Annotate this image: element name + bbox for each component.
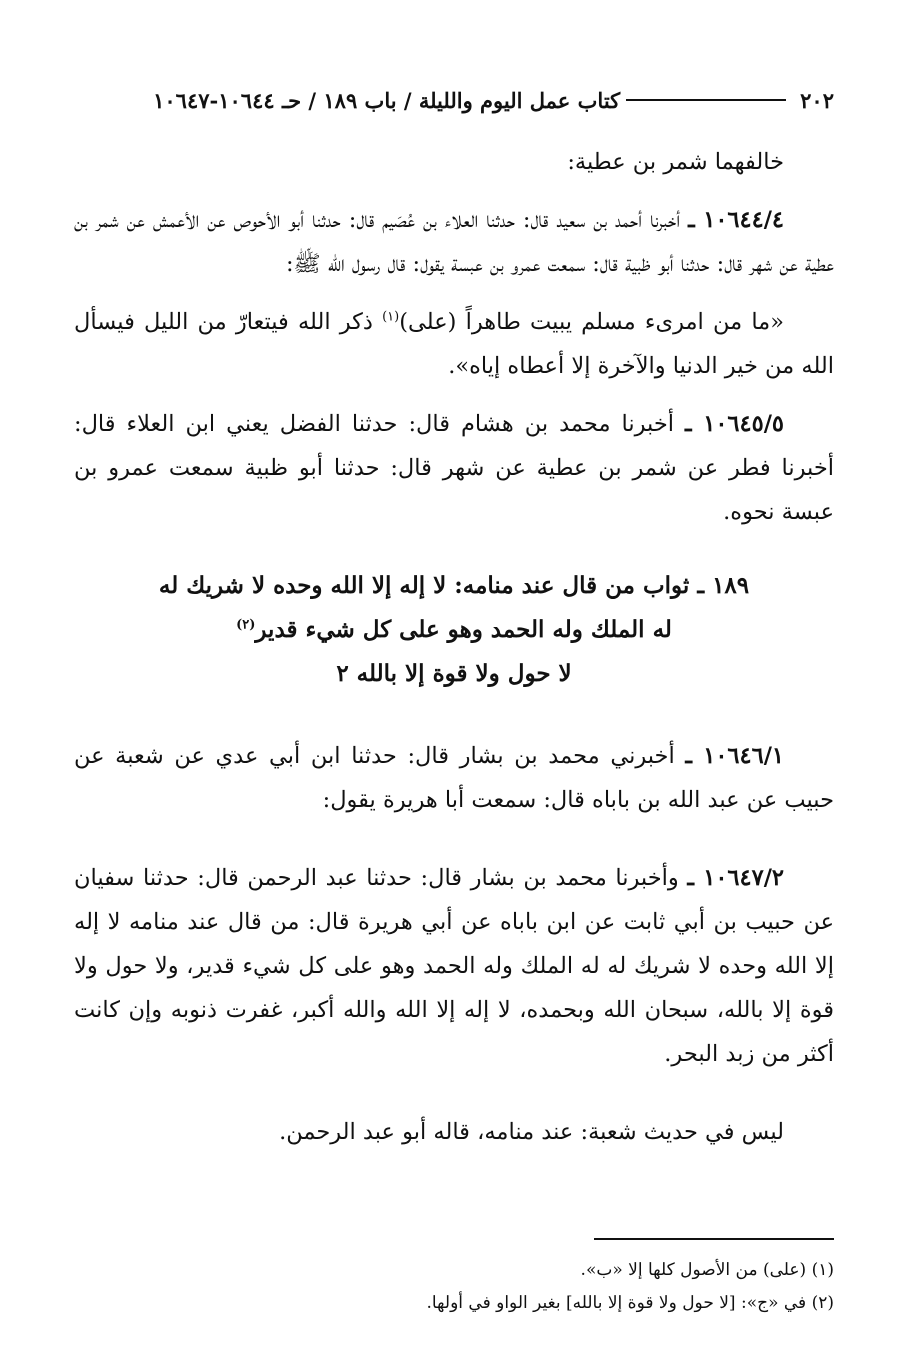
- chapter-heading: [74, 564, 834, 696]
- header-title: كتاب عمل اليوم والليلة / باب ١٨٩ / حـ ١٠٦٤٤-١٠٦٤٧: [153, 87, 621, 113]
- chapter-line-2: [74, 608, 834, 652]
- hadith-10644: [74, 198, 834, 286]
- intro-line: خالفهما شمر بن عطية:: [567, 149, 784, 175]
- footnote-ref-2: (٢): [236, 617, 256, 633]
- chapter-line-2-text: له الملك وله الحمد وهو على كل شيء قدير: [255, 616, 672, 643]
- page-number: ٢٠٢: [800, 87, 834, 113]
- hadith-10646: [74, 734, 834, 822]
- hadith-10644-number: ١٠٦٤٤/٤ ـ: [688, 207, 784, 233]
- hadith-10645-text: أخبرنا محمد بن هشام قال: حدثنا الفضل يعني ابن العلاء قال: أخبرنا فطر عن شمر بن عطية عن شهر قال: حدثنا أبو ظبية سمعت عمرو بن عبسة نحوه.: [74, 411, 834, 525]
- footnote-1: (١) (على) من الأصول كلها إلا «ب».: [580, 1260, 834, 1280]
- hadith-10644-matn-b: ذكر الله فيتعارّ من الليل فيسأل الله من خير الدنيا والآخرة إلا أعطاه إياه».: [74, 309, 834, 379]
- hadith-10646-text: أخبرني محمد بن بشار قال: حدثنا ابن أبي عدي عن شعبة عن حبيب عن عبد الله بن باباه قال: سمعت أبا هريرة يقول:: [74, 743, 834, 813]
- hadith-10647-text: وأخبرنا محمد بن بشار قال: حدثنا عبد الرحمن قال: حدثنا سفيان عن حبيب بن أبي ثابت عن ابن باباه عن أبي هريرة قال: من قال عند منامه لا إله إلا الله وحده لا شريك له له الملك وله الحمد وهو على كل شيء قدير، ولا حول ولا قوة إلا بالله، سبحان الله وبحمده، لا إله إلا الله والله أكبر، غفرت ذنوبه وإن كانت أكثر من زبد البحر.: [74, 865, 834, 1067]
- hadith-10645-number: ١٠٦٤٥/٥ ـ: [684, 411, 784, 437]
- running-header: [66, 82, 834, 118]
- footnotes: [74, 1238, 834, 1320]
- chapter-line-1: ١٨٩ ـ ثواب من قال عند منامه: لا إله إلا الله وحده لا شريك له: [158, 572, 750, 599]
- footnote-2: (٢) في «ج»: [لا حول ولا قوة إلا بالله] بغير الواو في أولها.: [426, 1293, 834, 1313]
- hadith-10644-matn-a: «ما من امرىء مسلم يبيت طاهراً (على): [399, 309, 784, 335]
- chapter-line-3: لا حول ولا قوة إلا بالله ٢: [336, 660, 572, 687]
- closing-remark: ليس في حديث شعبة: عند منامه، قاله أبو عبد الرحمن.: [279, 1119, 784, 1145]
- hadith-10644-matn: [74, 300, 834, 388]
- main-text: [74, 140, 834, 1154]
- hadith-10644-isnad: أخبرنا أحمد بن سعيد قال: حدثنا العلاء بن عُصَيم قال: حدثنا أبو الأحوص عن الأعمش عن شمر بن عطية عن شهر قال: حدثنا أبو ظبية قال: سمعت عمرو بن عبسة يقول: قال رسول الله ﷺ:: [74, 207, 834, 277]
- header-rule: [626, 99, 786, 101]
- hadith-10646-number: ١٠٦٤٦/١ ـ: [685, 743, 784, 769]
- hadith-10647-number: ١٠٦٤٧/٢ ـ: [687, 865, 784, 891]
- hadith-10645: [74, 402, 834, 534]
- footnote-ref-1: (١): [382, 309, 400, 325]
- footnote-rule: [594, 1238, 834, 1240]
- hadith-10647: [74, 856, 834, 1076]
